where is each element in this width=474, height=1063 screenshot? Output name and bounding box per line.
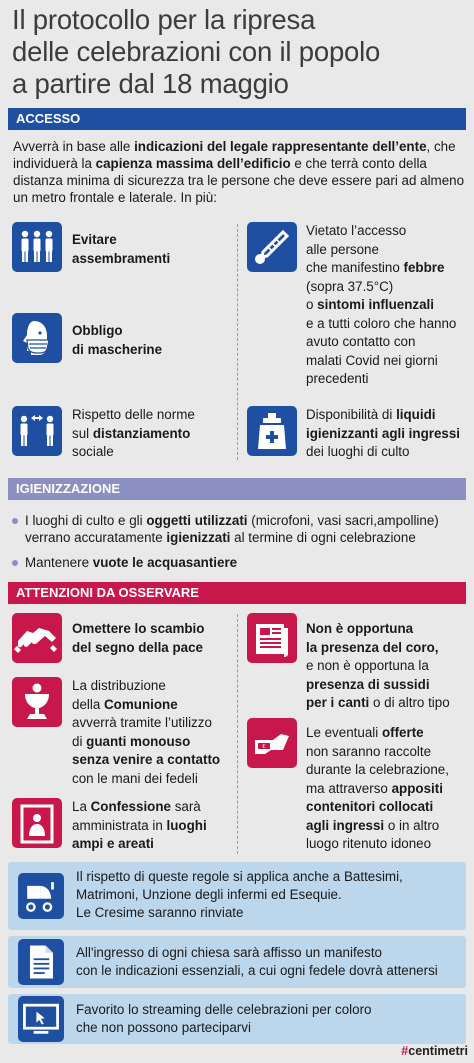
item-bold: Comunione (104, 696, 178, 712)
bullet-text: al termine di ogni celebrazione (230, 530, 416, 545)
column-divider (237, 224, 238, 460)
item-distanziamento (72, 406, 195, 462)
box-text (76, 1001, 371, 1037)
distance-icon (12, 406, 62, 456)
monitor-icon (18, 996, 64, 1042)
item-bold: la presenza del coro, (306, 639, 439, 655)
item-text: sarà (170, 799, 201, 814)
section-header-accesso: ACCESSO (8, 108, 466, 130)
item-comunione (72, 677, 220, 788)
info-box-sacramenti (8, 862, 466, 930)
box-line: che non possono parteciparvi (76, 1020, 251, 1035)
item-line: del segno della pace (72, 639, 203, 655)
songbook-icon (247, 613, 297, 663)
title-line-3: a partire dal 18 maggio (12, 68, 289, 99)
sanitizer-icon (247, 406, 297, 456)
item-line: e a tutti coloro che hanno (306, 315, 457, 331)
column-divider (237, 614, 238, 854)
svg-text:€: € (262, 744, 266, 750)
chalice-icon (12, 677, 62, 727)
bullet-acquasantiere (12, 554, 464, 571)
item-bold: per i canti (306, 695, 370, 710)
item-line: (sopra 37.5°C) (306, 278, 394, 294)
item-text: La (72, 799, 91, 814)
section-header-igienizzazione: IGIENIZZAZIONE (8, 478, 466, 500)
thermometer-icon (247, 222, 297, 272)
item-bold: sintomi influenzali (317, 297, 434, 312)
item-text: o in altro (384, 817, 440, 833)
title-line-1: Il protocollo per la ripresa (12, 4, 316, 35)
item-assembramenti (72, 231, 170, 268)
title-line-2: delle celebrazioni con il popolo (12, 36, 381, 67)
logo-mark: # (401, 1044, 409, 1058)
item-bold: appositi (391, 780, 443, 796)
item-line: sociale (72, 444, 114, 459)
item-bold: ampi e areati (72, 836, 154, 851)
item-bold: distanziamento (92, 425, 191, 441)
intro-text: e che terrà conto della distanza minima di sicurezza tra le persone che deve essere pari ad almeno un metro frontale e laterale. In più: (13, 156, 465, 205)
item-line: alle persone (306, 241, 379, 257)
box-line: All'ingresso di ogni chiesa sarà affisso un manifesto (76, 945, 382, 960)
bullet-bold: igienizzati (166, 530, 231, 545)
item-line: luogo ritenuto idoneo (306, 836, 432, 851)
bullet-text: I luoghi di culto e gli (25, 513, 147, 528)
item-bold: Non è opportuna (306, 621, 414, 636)
item-text: o (306, 297, 318, 312)
item-text: della (72, 696, 105, 712)
item-offerte (306, 724, 449, 854)
item-bold: senza venire a contatto (72, 752, 221, 767)
item-mascherine (72, 322, 162, 359)
item-text: Le eventuali (306, 725, 382, 740)
page-title (12, 4, 467, 100)
confessional-icon (12, 798, 62, 848)
accesso-intro (13, 138, 465, 206)
item-pace (72, 620, 204, 657)
item-bold: luoghi (166, 817, 207, 833)
item-liquidi (306, 406, 460, 462)
item-line: Omettere lo scambio (72, 621, 205, 636)
item-bold: presenza di sussidi (306, 676, 430, 692)
item-text: sul (72, 425, 93, 441)
box-text (76, 868, 403, 922)
item-bold: igienizzanti agli ingressi (306, 425, 461, 441)
item-bold: agli ingressi (306, 817, 385, 833)
item-line: Obbligo (72, 323, 123, 338)
item-text: o di altro tipo (369, 695, 450, 710)
item-line: avverrà tramite l’utilizzo (72, 715, 212, 730)
item-line: e non è opportuna la (306, 658, 429, 673)
item-text: che manifestino (306, 260, 404, 275)
item-text: ma attraverso (306, 780, 392, 796)
item-bold: Confessione (90, 799, 171, 814)
box-line: con le indicazioni essenziali, a cui ogni fedele dovrà attenersi (76, 963, 438, 978)
intro-text: Avverrà in base alle (13, 139, 135, 154)
item-line: con le mani dei fedeli (72, 770, 198, 786)
item-bold: liquidi (396, 407, 436, 422)
box-line: Il rispetto di queste regole si applica anche a Battesimi, (76, 869, 403, 884)
intro-bold: indicazioni del legale rappresentante dell’ente (134, 139, 427, 154)
item-bold: febbre (403, 260, 445, 275)
bullet-oggetti (12, 512, 464, 546)
item-text: amministrata in (72, 817, 167, 833)
info-box-manifesto (8, 936, 466, 988)
item-febbre (306, 222, 456, 389)
item-line: durante la celebrazione, (306, 762, 449, 777)
crowd-icon (12, 222, 62, 272)
item-line: di mascherine (72, 341, 163, 357)
bullet-bold: vuote le acquasantiere (92, 555, 238, 570)
item-line: non saranno raccolte (306, 743, 432, 759)
item-line: precedenti (306, 371, 369, 386)
logo-name: centimetri (408, 1044, 468, 1058)
box-line: Matrimoni, Unzione degli infermi ed Esequie. (76, 887, 342, 902)
box-line: Favorito lo streaming delle celebrazioni per coloro (76, 1002, 372, 1017)
section-header-attenzioni: ATTENZIONI DA OSSERVARE (8, 582, 466, 604)
intro-bold: capienza massima dell’edificio (95, 156, 291, 171)
stroller-icon (18, 873, 64, 919)
bullet-text: (microfoni, vasi sacri,ampolline) verrano accuratamente (25, 513, 439, 545)
item-bold: contenitori collocati (306, 799, 434, 814)
intro-text: , che individuerà la (13, 139, 456, 171)
item-line: Evitare (72, 232, 117, 247)
item-line: Rispetto delle norme (72, 407, 195, 422)
item-bold: offerte (381, 725, 424, 740)
handshake-icon (12, 613, 62, 663)
item-bold: guanti monouso (86, 733, 191, 749)
mask-icon (12, 313, 62, 363)
box-text (76, 944, 438, 980)
bullet-bold: oggetti utilizzati (146, 513, 248, 528)
item-confessione (72, 798, 207, 854)
offering-icon (247, 718, 297, 768)
info-box-streaming (8, 994, 466, 1044)
item-line: assembramenti (72, 250, 171, 266)
item-line: dei luoghi di culto (306, 444, 410, 459)
box-line: Le Cresime saranno rinviate (76, 905, 244, 920)
item-coro (306, 620, 450, 713)
item-text: Disponibilità di (306, 407, 397, 422)
item-line: avuto contatto con (306, 334, 416, 349)
item-line: Vietato l’accesso (306, 223, 407, 238)
bullet-text: Mantenere (25, 555, 93, 570)
brand-logo (401, 1044, 468, 1058)
item-line: malati Covid nei giorni (306, 352, 438, 368)
item-line: La distribuzione (72, 678, 166, 693)
item-text: di (72, 733, 87, 749)
document-icon (18, 939, 64, 985)
